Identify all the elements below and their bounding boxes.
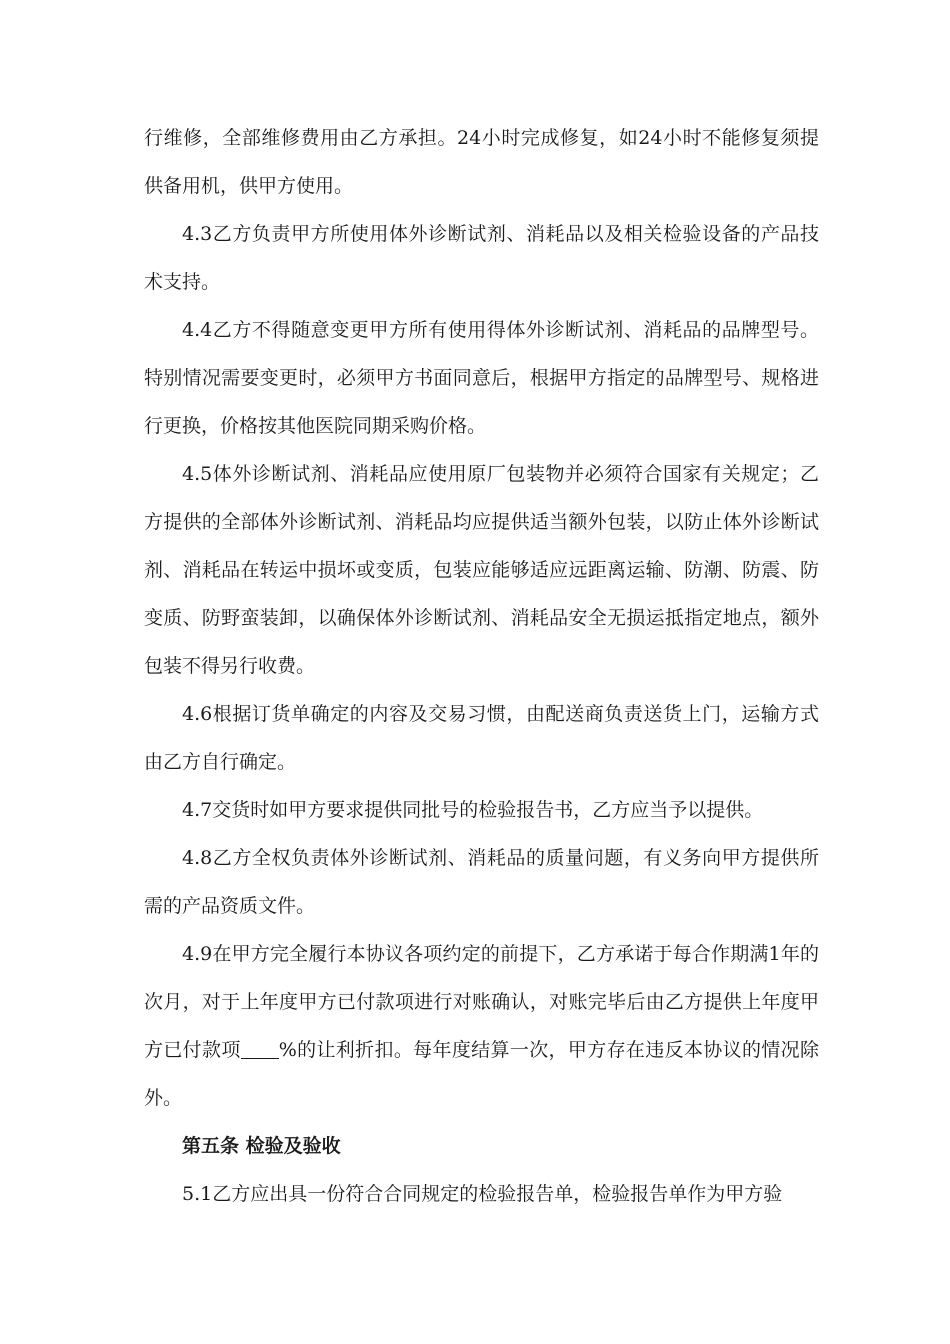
clause-4-4: 4.4乙方不得随意变更甲方所有使用得体外诊断试剂、消耗品的品牌型号。特别情况需要变更时，必须甲方书面同意后，根据甲方指定的品牌型号、规格进行更换，价格按其他医院同期采购价格。	[144, 319, 819, 437]
section-heading-article-5: 第五条 检验及验收	[182, 1135, 341, 1157]
clause-4-8: 4.8乙方全权负责体外诊断试剂、消耗品的质量问题，有义务向甲方提供所需的产品资质文件。	[144, 847, 819, 917]
clause-4-7: 4.7交货时如甲方要求提供同批号的检验报告书，乙方应当予以提供。	[182, 799, 764, 821]
clause-4-9-text-end: %的让利折扣。每年度结算一次，甲方存在违反本协议的情况除外。	[144, 1039, 819, 1109]
clause-5-1: 5.1乙方应出具一份符合合同规定的检验报告单，检验报告单作为甲方验	[182, 1183, 783, 1205]
document-body	[144, 114, 819, 1218]
clause-4-5: 4.5体外诊断试剂、消耗品应使用原厂包装物并必须符合国家有关规定；乙方提供的全部体外诊断试剂、消耗品均应提供适当额外包装，以防止体外诊断试剂、消耗品在转运中损坏或变质，包装应能够适应远距离运输、防潮、防震、防变质、防野蛮装卸，以确保体外诊断试剂、消耗品安全无损运抵指定地点，额外包装不得另行收费。	[144, 463, 819, 677]
clause-4-6: 4.6根据订货单确定的内容及交易习惯，由配送商负责送货上门，运输方式由乙方自行确定。	[144, 703, 819, 773]
clause-4-9-text-start: 4.9在甲方完全履行本协议各项约定的前提下，乙方承诺于每合作期满1年的次月，对于上年度甲方已付款项进行对账确认，对账完毕后由乙方提供上年度甲方已付款项	[144, 943, 819, 1061]
percentage-blank	[241, 1039, 279, 1059]
clause-4-3: 4.3乙方负责甲方所使用体外诊断试剂、消耗品以及相关检验设备的产品技术支持。	[144, 223, 819, 293]
paragraph-continued: 行维修，全部维修费用由乙方承担。24小时完成修复，如24小时不能修复须提供备用机，供甲方使用。	[144, 127, 819, 197]
clause-4-9	[144, 930, 819, 1122]
